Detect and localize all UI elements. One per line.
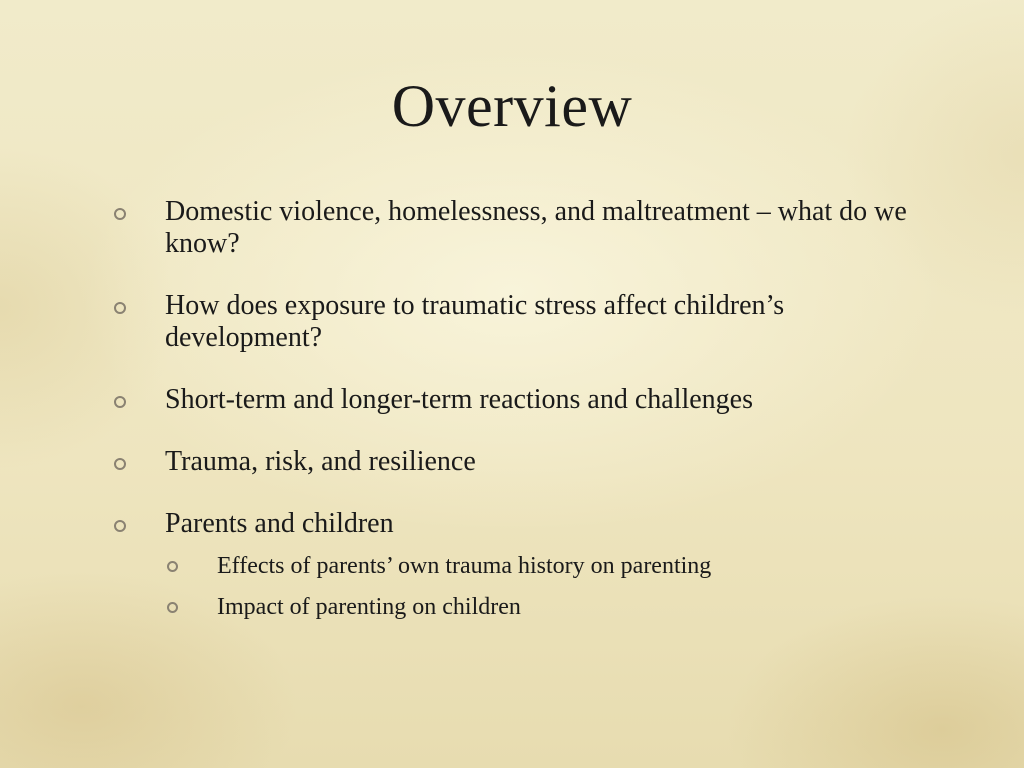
bullet-item bbox=[112, 446, 932, 478]
bullet-text: Domestic violence, homelessness, and maltreatment – what do we know? bbox=[165, 196, 907, 259]
bullet-text: Short-term and longer-term reactions and challenges bbox=[165, 384, 753, 415]
sub-bullet-list bbox=[165, 552, 932, 621]
hollow-circle-bullet-icon bbox=[167, 561, 178, 572]
bullet-item bbox=[112, 508, 932, 621]
sub-bullet-item bbox=[165, 552, 932, 580]
hollow-circle-bullet-icon bbox=[114, 302, 126, 314]
sub-bullet-text: Impact of parenting on children bbox=[217, 594, 521, 620]
bullet-item bbox=[112, 290, 932, 354]
bullet-text: How does exposure to traumatic stress affect children’s development? bbox=[165, 290, 785, 353]
slide-title: Overview bbox=[391, 73, 633, 139]
sub-bullet-text: Effects of parents’ own trauma history on parenting bbox=[217, 553, 712, 579]
bullet-item bbox=[112, 196, 932, 260]
hollow-circle-bullet-icon bbox=[167, 602, 178, 613]
bullet-list bbox=[112, 196, 932, 634]
bullet-item bbox=[112, 384, 932, 416]
hollow-circle-bullet-icon bbox=[114, 520, 126, 532]
hollow-circle-bullet-icon bbox=[114, 208, 126, 220]
bullet-text: Trauma, risk, and resilience bbox=[165, 446, 476, 477]
hollow-circle-bullet-icon bbox=[114, 458, 126, 470]
hollow-circle-bullet-icon bbox=[114, 396, 126, 408]
sub-bullet-item bbox=[165, 593, 932, 621]
bullet-text: Parents and children bbox=[165, 508, 394, 539]
